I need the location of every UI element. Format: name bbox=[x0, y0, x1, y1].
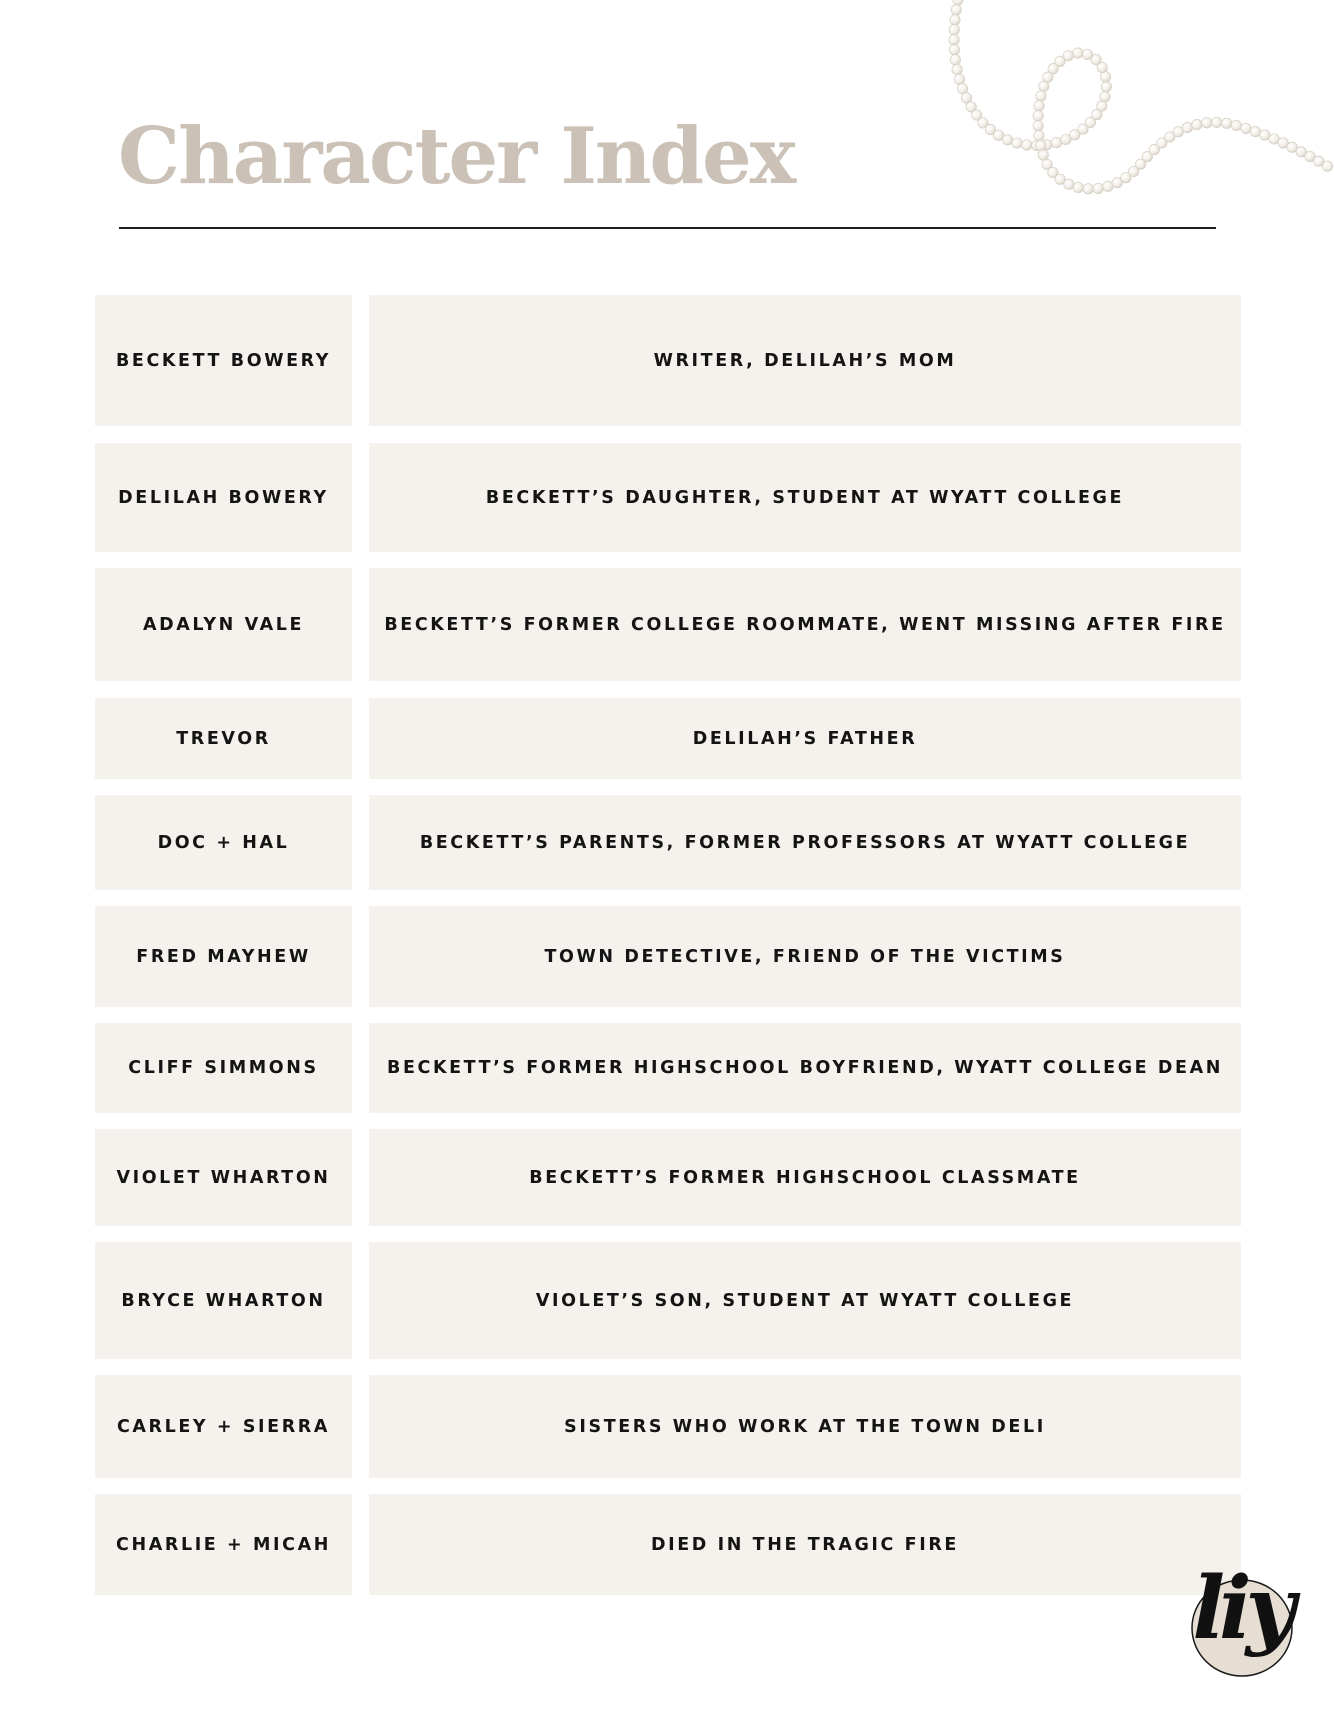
pearl-bead bbox=[1231, 120, 1241, 130]
pearl-bead bbox=[1036, 91, 1046, 101]
pearl-bead bbox=[1260, 130, 1270, 140]
character-role: DIED IN THE TRAGIC FIRE bbox=[369, 1494, 1241, 1595]
pearl-bead bbox=[1012, 138, 1022, 148]
character-role: SISTERS WHO WORK AT THE TOWN DELI bbox=[369, 1375, 1241, 1478]
pearl-bead bbox=[954, 74, 964, 84]
table-row bbox=[95, 1129, 1241, 1226]
pearl-bead bbox=[1022, 140, 1032, 150]
pearl-bead bbox=[951, 5, 961, 15]
character-name: VIOLET WHARTON bbox=[95, 1129, 352, 1226]
character-role: VIOLET’S SON, STUDENT AT WYATT COLLEGE bbox=[369, 1242, 1241, 1359]
pearl-bead bbox=[1296, 147, 1306, 157]
pearl-bead bbox=[1192, 119, 1202, 129]
pearl-bead bbox=[953, 0, 963, 5]
pearl-bead bbox=[1173, 127, 1183, 137]
pearl-bead bbox=[949, 35, 959, 45]
pearl-bead bbox=[1073, 48, 1083, 58]
pearl-bead bbox=[1078, 124, 1088, 134]
pearl-bead bbox=[1083, 184, 1093, 194]
table-row bbox=[95, 1023, 1241, 1113]
pearl-bead bbox=[1103, 181, 1113, 191]
pearl-bead bbox=[1097, 62, 1107, 72]
pearl-bead bbox=[949, 25, 959, 35]
page-title: Character Index bbox=[118, 111, 795, 202]
pearl-bead bbox=[1135, 159, 1145, 169]
pearl-bead bbox=[1121, 173, 1131, 183]
table-row bbox=[95, 698, 1241, 779]
character-role: BECKETT’S FORMER HIGHSCHOOL CLASSMATE bbox=[369, 1129, 1241, 1226]
pearl-bead bbox=[1165, 132, 1175, 142]
pearl-bead bbox=[1061, 134, 1071, 144]
pearl-bead bbox=[1055, 56, 1065, 66]
pearl-bead bbox=[1033, 121, 1043, 131]
pearl-bead bbox=[1322, 161, 1332, 171]
pearl-bead bbox=[950, 15, 960, 25]
pearl-bead bbox=[1129, 166, 1139, 176]
pearl-bead bbox=[985, 124, 995, 134]
character-role: BECKETT’S FORMER COLLEGE ROOMMATE, WENT MISSING AFTER FIRE bbox=[369, 568, 1241, 681]
pearl-bead bbox=[1112, 178, 1122, 188]
pearl-bead bbox=[1042, 159, 1052, 169]
table-row bbox=[95, 795, 1241, 890]
pearl-bead bbox=[1064, 179, 1074, 189]
pearl-bead bbox=[1048, 167, 1058, 177]
pearl-bead bbox=[1241, 123, 1251, 133]
pearl-bead bbox=[1091, 54, 1101, 64]
pearl-bead bbox=[1314, 156, 1324, 166]
character-role: BECKETT’S DAUGHTER, STUDENT AT WYATT COLLEGE bbox=[369, 443, 1241, 552]
pearl-bead bbox=[1032, 140, 1042, 150]
pearl-bead bbox=[966, 102, 976, 112]
title-divider bbox=[119, 227, 1216, 229]
pearl-bead bbox=[1287, 142, 1297, 152]
pearl-bead bbox=[1002, 135, 1012, 145]
pearl-bead bbox=[1269, 134, 1279, 144]
character-name: CARLEY + SIERRA bbox=[95, 1375, 352, 1478]
pearl-bead bbox=[1182, 122, 1192, 132]
character-role: WRITER, DELILAH’S MOM bbox=[369, 295, 1241, 426]
pearl-bead bbox=[1100, 72, 1110, 82]
character-name: ADALYN VALE bbox=[95, 568, 352, 681]
character-name: BRYCE WHARTON bbox=[95, 1242, 352, 1359]
pearl-bead bbox=[1043, 72, 1053, 82]
pearl-bead bbox=[1093, 183, 1103, 193]
character-role: BECKETT’S FORMER HIGHSCHOOL BOYFRIEND, WYATT COLLEGE DEAN bbox=[369, 1023, 1241, 1113]
pearl-bead bbox=[1048, 63, 1058, 73]
pearl-bead bbox=[1036, 140, 1046, 150]
pearl-bead bbox=[993, 130, 1003, 140]
pearl-bead bbox=[1142, 152, 1152, 162]
pearl-bead bbox=[972, 110, 982, 120]
character-name: DELILAH BOWERY bbox=[95, 443, 352, 552]
pearl-bead bbox=[1212, 117, 1222, 127]
table-row bbox=[95, 568, 1241, 681]
pearl-bead bbox=[1073, 182, 1083, 192]
character-name: BECKETT BOWERY bbox=[95, 295, 352, 426]
pearl-bead bbox=[978, 118, 988, 128]
pearl-bead bbox=[1034, 130, 1044, 140]
pearl-bead bbox=[1055, 174, 1065, 184]
pearl-bead bbox=[1222, 118, 1232, 128]
pearl-bead bbox=[1038, 150, 1048, 160]
pearl-bead bbox=[1070, 130, 1080, 140]
pearl-bead bbox=[1034, 101, 1044, 111]
table-row bbox=[95, 443, 1241, 552]
pearl-bead bbox=[1051, 138, 1061, 148]
pearl-bead bbox=[1092, 110, 1102, 120]
table-row bbox=[95, 1375, 1241, 1478]
character-name: DOC + HAL bbox=[95, 795, 352, 890]
character-role: DELILAH’S FATHER bbox=[369, 698, 1241, 779]
pearl-bead bbox=[1097, 101, 1107, 111]
pearl-bead bbox=[1063, 51, 1073, 61]
table-row bbox=[95, 1242, 1241, 1359]
table-row bbox=[95, 295, 1241, 426]
pearl-bead bbox=[1250, 126, 1260, 136]
pearl-bead bbox=[1101, 82, 1111, 92]
pearl-bead bbox=[1100, 92, 1110, 102]
pearl-bead bbox=[1278, 138, 1288, 148]
pearl-bead bbox=[949, 45, 959, 55]
pearl-bead bbox=[1033, 111, 1043, 121]
pearl-bead bbox=[1202, 118, 1212, 128]
pearl-bead bbox=[961, 93, 971, 103]
pearl-bead bbox=[957, 84, 967, 94]
pearl-bead bbox=[952, 64, 962, 74]
brand-logo-text: liy bbox=[1192, 1558, 1290, 1659]
table-row bbox=[95, 906, 1241, 1007]
character-name: FRED MAYHEW bbox=[95, 906, 352, 1007]
character-role: BECKETT’S PARENTS, FORMER PROFESSORS AT WYATT COLLEGE bbox=[369, 795, 1241, 890]
character-name: CLIFF SIMMONS bbox=[95, 1023, 352, 1113]
pearl-bead bbox=[1305, 151, 1315, 161]
pearl-bead bbox=[1085, 117, 1095, 127]
table-row bbox=[95, 1494, 1241, 1595]
pearl-bead bbox=[1042, 140, 1052, 150]
pearl-bead bbox=[1082, 49, 1092, 59]
character-name: TREVOR bbox=[95, 698, 352, 779]
pearl-bead bbox=[950, 55, 960, 65]
pearl-bead bbox=[1039, 81, 1049, 91]
character-role: TOWN DETECTIVE, FRIEND OF THE VICTIMS bbox=[369, 906, 1241, 1007]
pearl-bead bbox=[1157, 138, 1167, 148]
character-name: CHARLIE + MICAH bbox=[95, 1494, 352, 1595]
pearl-bead bbox=[1149, 144, 1159, 154]
